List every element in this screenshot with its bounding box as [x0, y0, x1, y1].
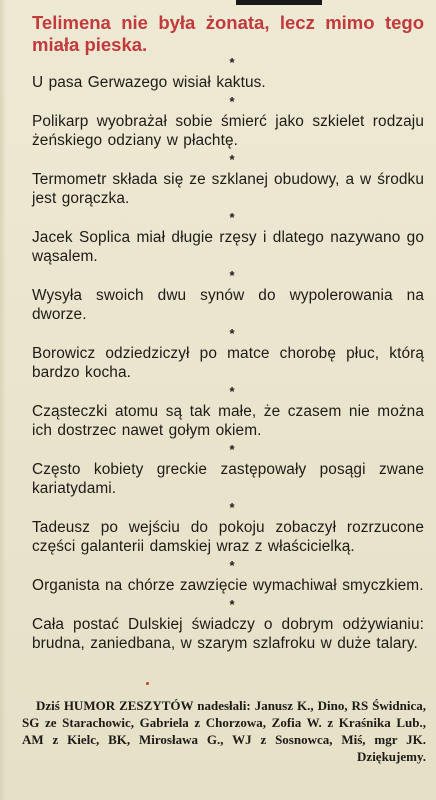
joke-4: Jacek Soplica miał długie rzęsy i dlatego nazywano go wąsalem. [32, 229, 424, 265]
joke-7: Cząsteczki atomu są tak małe, że czasem nie można ich dostrzec nawet gołym okiem. [32, 403, 424, 439]
separator-star: * [229, 558, 235, 573]
separator-star: * [229, 94, 235, 109]
separator-star: * [229, 500, 235, 515]
humor-column [22, 12, 424, 653]
joke-11: Cała postać Dulskiej świadczy o dobrym odżywianiu: brudna, zaniedbana, w szarym szlafroku w duże talary. [32, 616, 424, 652]
joke-1: U pasa Gerwazego wisiał kaktus. [32, 74, 266, 91]
separator-star: * [229, 384, 235, 399]
separator-star: * [229, 55, 235, 70]
separator-star: * [229, 210, 235, 225]
joke-10: Organista na chórze zawzięcie wymachiwał smyczkiem. [32, 577, 424, 594]
separator-star: * [229, 442, 235, 457]
joke-5: Wysyła swoich dwu synów do wypolerowania na dworze. [32, 287, 424, 323]
paper-edge [0, 0, 6, 800]
headline-joke: Telimena nie była żonata, lecz mimo tego miała pieska. [32, 12, 424, 55]
contributors-text: Dziś HUMOR ZESZYTÓW nadesłali: Janusz K., Dino, RS Świdnica, SG ze Starachowic, Gabriela z Chorzowa, Zofia W. z Kraśnika Lub., AM z Kielc, BK, Mirosława G., WJ z Sosnowca, Miś, mgr JK. Dziękujemy. [22, 698, 426, 764]
separator-star: * [229, 597, 235, 612]
print-speck [146, 682, 149, 685]
joke-2: Polikarp wyobrażał sobie śmierć jako szkielet rodzaju żeńskiego odziany w płachtę. [32, 113, 424, 149]
separator-star: * [229, 268, 235, 283]
separator-star: * [229, 326, 235, 341]
contributors-note [22, 697, 426, 765]
joke-3: Termometr składa się ze szklanej obudowy, a w środku jest gorączka. [32, 171, 424, 207]
joke-6: Borowicz odziedziczył po matce chorobę płuc, którą bardzo kocha. [32, 345, 424, 381]
separator-star: * [229, 152, 235, 167]
joke-8: Często kobiety greckie zastępowały posągi zwane kariatydami. [32, 461, 424, 497]
joke-9: Tadeusz po wejściu do pokoju zobaczył rozrzucone części galanterii damskiej wraz z właścicielką. [32, 519, 424, 555]
top-rule [236, 0, 322, 5]
